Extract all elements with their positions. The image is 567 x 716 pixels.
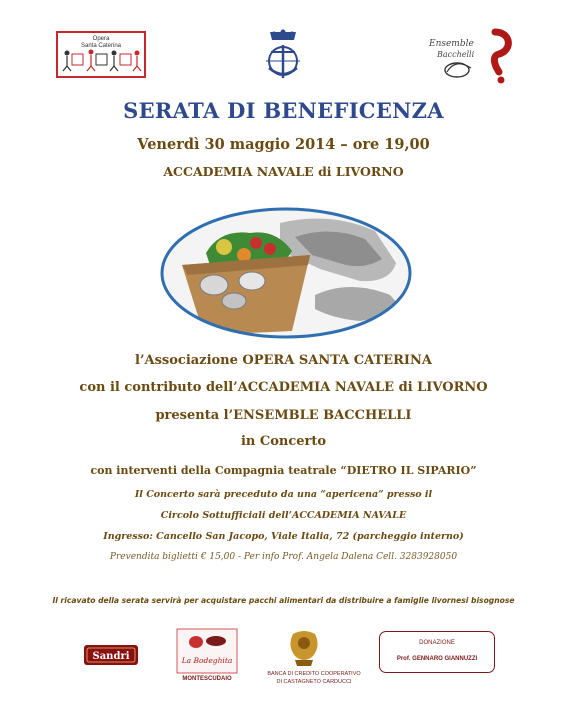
logo-left-line-1: Opera — [92, 36, 110, 42]
apericena-line: Il Concerto sarà preceduto da una “apericena” presso il — [134, 489, 433, 500]
donation-title: DONAZIONE — [419, 640, 455, 646]
donation-box — [379, 631, 495, 673]
ensemble-bacchelli-logo — [425, 28, 515, 84]
donation-name: Prof. GENNARO GIANNUZZI — [396, 656, 478, 662]
event-title: SERATA DI BENEFICENZA — [123, 98, 444, 123]
entrance-line: Ingresso: Cancello San Jacopo, Viale Italia, 72 (parcheggio interno) — [103, 531, 464, 542]
food-bag-hands-image — [160, 203, 412, 343]
bodeghita-logo-text: La Bodeghita — [181, 656, 233, 665]
bank-caption-line-2: DI CASTAGNETO CARDUCCI — [276, 679, 352, 685]
sandri-logo-text: Sandri — [92, 651, 130, 662]
bank-bcc-logo-icon — [287, 628, 321, 668]
event-date: Venerdì 30 maggio 2014 – ore 19,00 — [137, 136, 430, 153]
tickets-line: Prevendita biglietti € 15,00 - Per info Prof. Angela Dalena Cell. 3283928050 — [109, 552, 458, 562]
ensemble-logo-line-2: Bacchelli — [437, 50, 475, 59]
naval-academy-crest-icon — [262, 28, 304, 82]
opera-santa-caterina-logo — [56, 31, 146, 78]
concert-line: in Concerto — [240, 434, 327, 449]
association-line: l’Associazione OPERA SANTA CATERINA — [135, 353, 432, 368]
children-boxes-icon — [58, 33, 144, 76]
circolo-line: Circolo Sottufficiali dell’ACCADEMIA NAVALE — [160, 510, 407, 521]
proceeds-line: Il ricavato della serata servirà per acquistare pacchi alimentari da distribuire a famiglie livornesi bisognose — [52, 596, 515, 605]
bodeghita-caption: MONTESCUDAIO — [182, 676, 232, 682]
logo-left-line-2: Santa Caterina — [80, 43, 122, 49]
bank-caption-line-1: BANCA DI CREDITO COOPERATIVO — [267, 671, 361, 677]
sandri-logo — [83, 643, 139, 667]
presents-line: presenta l’ENSEMBLE BACCHELLI — [155, 408, 412, 423]
bank-caption — [266, 670, 362, 686]
contribution-line: con il contributo dell’ACCADEMIA NAVALE di LIVORNO — [79, 380, 488, 395]
ensemble-logo-line-1: Ensemble — [429, 39, 474, 49]
theatre-company-line: con interventi della Compagnia teatrale “DIETRO IL SIPARIO” — [90, 464, 477, 477]
event-venue: ACCADEMIA NAVALE di LIVORNO — [163, 164, 404, 179]
bodeghita-logo — [176, 628, 238, 674]
